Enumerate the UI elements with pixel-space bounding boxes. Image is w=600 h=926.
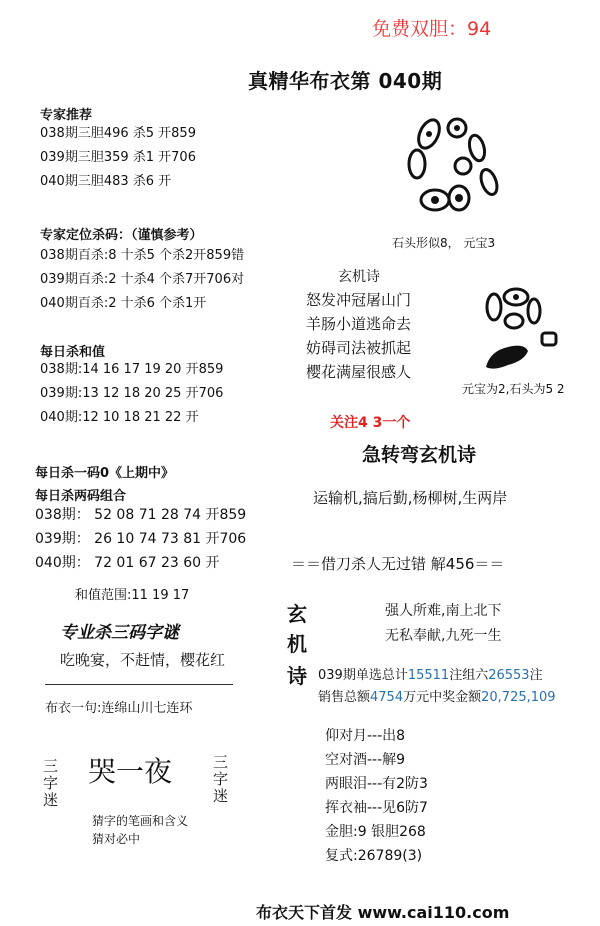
kill-line: 039期： 26 10 74 73 81 开706: [35, 531, 247, 547]
xjs-char: 机: [287, 632, 307, 656]
clue-list: [325, 724, 428, 868]
kill-line: 038期： 52 08 71 28 74 开859: [35, 507, 247, 523]
riddle-side-label-right: 三字迷: [211, 754, 229, 805]
riddle-main: 哭一夜: [88, 755, 173, 788]
sales-line-2: [318, 686, 556, 705]
poem-line: 羊肠小道逃命去: [306, 315, 412, 333]
riddle-note: 猜字的笔画和含义: [92, 814, 189, 828]
expert-list: [40, 122, 196, 194]
prize-amount: 20,725,109: [481, 690, 556, 705]
clue-line: 空对酒---解9: [325, 752, 406, 768]
position-line: 038期百杀:8 十杀5 个杀2开859错: [40, 248, 245, 263]
clue-line: 两眼泪---有2防3: [325, 776, 428, 792]
expert-line: 039期三胆359 杀1 开706: [40, 150, 196, 165]
sales-label: 万元中奖金额: [403, 690, 482, 705]
position-heading: 专家定位杀码：（谨慎参考）: [40, 228, 203, 243]
clue-line: 复式:26789(3): [325, 848, 423, 864]
stones-sketch-2: [480, 285, 570, 375]
brain-teaser-text: 运输机,搞后勤,杨柳树,生两岸: [313, 489, 508, 507]
xuanji-heading: 玄机诗: [338, 269, 380, 285]
sum-heading: 每日杀和值: [40, 345, 106, 360]
poem-line: 樱花满屋很感人: [306, 363, 412, 381]
sales-label: 039期单选总计: [318, 668, 408, 683]
single-total: 15511: [407, 668, 450, 683]
brain-teaser-title: 急转弯玄机诗: [362, 444, 477, 466]
stone-caption-2: 元宝为2,石头为5 2: [462, 382, 565, 396]
riddle-heading: 专业杀三码字谜: [60, 623, 179, 643]
expert-line: 038期三胆496 杀5 开859: [40, 126, 196, 141]
kill-one-heading: 每日杀一码0《上期中》: [35, 466, 175, 481]
page-title: 真精华布衣第 040期: [248, 69, 443, 93]
poem-line: 怒发冲冠屠山门: [306, 291, 412, 309]
focus-note: 关注4 3一个: [330, 415, 411, 431]
position-line: 040期百杀:2 十杀6 个杀1开: [40, 296, 207, 311]
sales-label: 注: [529, 668, 543, 683]
sum-line: 040期:12 10 18 21 22 开: [40, 410, 199, 425]
footer-site: 布衣天下首发 www.cai110.com: [256, 903, 510, 922]
divider: [45, 684, 233, 685]
sales-amount: 4754: [370, 690, 404, 705]
expert-line: 040期三胆483 杀6 开: [40, 174, 172, 189]
clue-line: 挥衣袖---见6防7: [325, 800, 428, 816]
buyi-sentence: 布衣一句:连绵山川七连环: [45, 701, 193, 716]
riddle-side-label-left: 三字迷: [41, 758, 59, 809]
position-line: 039期百杀:2 十杀4 个杀7开706对: [40, 272, 245, 287]
sum-list: [40, 358, 223, 430]
stones-sketch-1: [405, 108, 507, 222]
sales-label: 注组六: [449, 668, 489, 683]
riddle-text: 吃晚宴，不赶情，樱花红: [60, 651, 226, 669]
riddle-note: 猜对必中: [92, 832, 141, 846]
sum-range: 和值范围:11 19 17: [75, 588, 190, 603]
kill-line: 040期： 72 01 67 23 60 开: [35, 555, 220, 571]
sum-line: 039期:13 12 18 20 25 开706: [40, 386, 224, 401]
kill-two-heading: 每日杀两码组合: [35, 489, 127, 504]
xjs-line: 无私奉献,九死一生: [385, 628, 502, 644]
free-double-banner: 免费双胆：94: [372, 18, 492, 40]
borrow-knife-line: ＝＝借刀杀人无过错 解456＝＝: [291, 555, 505, 573]
clue-line: 仰对月---出8: [325, 728, 406, 744]
xjs-line: 强人所难,南上北下: [385, 603, 502, 619]
sales-label: 销售总额: [318, 690, 371, 705]
stone-caption-1: 石头形似8， 元宝3: [392, 236, 496, 250]
clue-line: 金胆:9 银胆268: [325, 824, 426, 840]
kill-list: [35, 503, 246, 575]
xuanji-poem: [306, 288, 411, 384]
xjs-char: 玄: [287, 602, 307, 626]
sum-line: 038期:14 16 17 19 20 开859: [40, 362, 224, 377]
expert-heading: 专家推荐: [40, 108, 93, 123]
sales-line-1: [318, 664, 543, 683]
group-six-total: 26553: [488, 668, 530, 683]
poem-line: 妨碍司法被抓起: [306, 339, 412, 357]
xjs-char: 诗: [287, 664, 307, 688]
position-list: [40, 244, 244, 316]
